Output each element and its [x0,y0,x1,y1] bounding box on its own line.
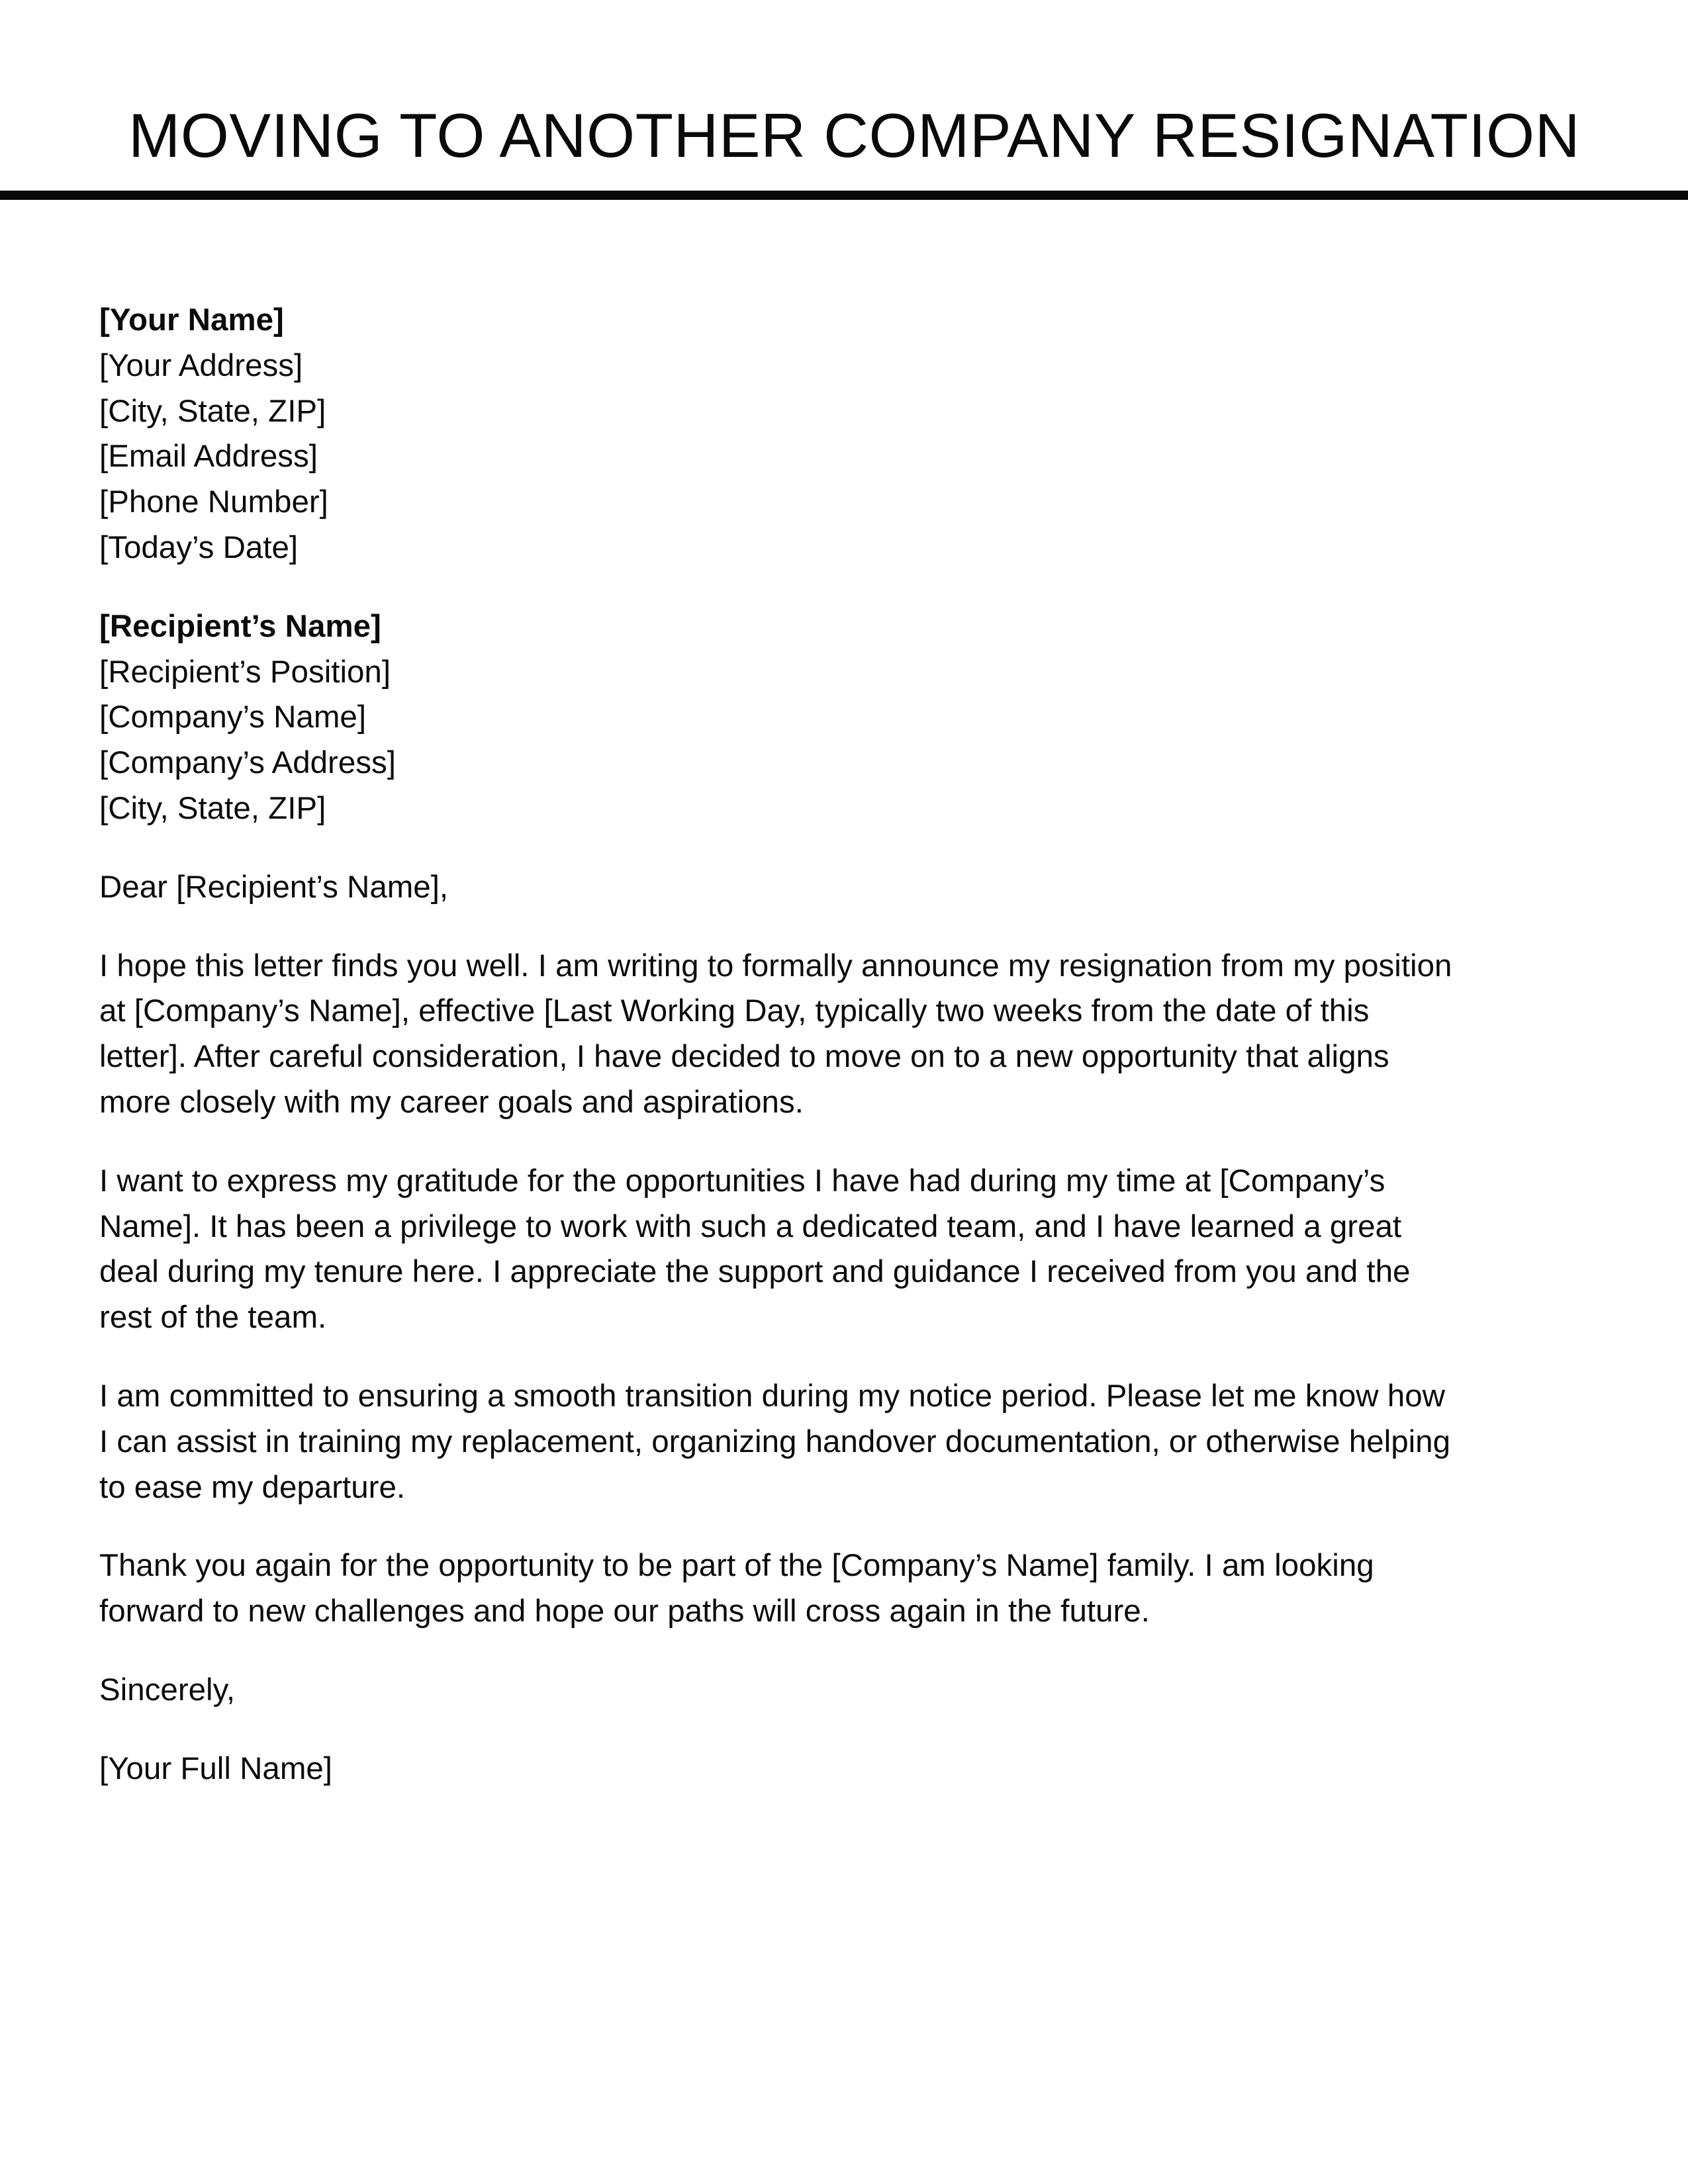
title-divider [0,191,1688,200]
paragraph-line: forward to new challenges and hope our paths will cross again in the future. [99,1594,1150,1629]
paragraph [99,1159,1589,1341]
recipient-city-state-zip: [City, State, ZIP] [99,790,326,826]
paragraph-line: more closely with my career goals and aspirations. [99,1084,804,1120]
paragraph-line: letter]. After careful consideration, I have decided to move on to a new opportunity that aligns [99,1039,1389,1075]
recipient-company: [Company’s Name] [99,700,367,735]
paragraph-line: I am committed to ensuring a smooth transition during my notice period. Please let me know how [99,1378,1445,1414]
recipient-name: [Recipient’s Name] [99,608,381,644]
paragraph-line: Name]. It has been a privilege to work with such a dedicated team, and I have learned a great [99,1208,1402,1244]
letter-body [99,298,1589,1792]
paragraph-line: deal during my tenure here. I appreciate the support and guidance I received from you and the [99,1254,1411,1290]
paragraph-line: I hope this letter finds you well. I am writing to formally announce my resignation from my position [99,948,1452,983]
sender-email: [Email Address] [99,439,318,475]
salutation [99,865,1589,911]
salutation-text: Dear [Recipient’s Name], [99,869,449,905]
paragraph-line: Thank you again for the opportunity to be part of the [Company’s Name] family. I am looking [99,1548,1374,1584]
signature [99,1747,1589,1792]
recipient-company-address: [Company’s Address] [99,745,396,781]
closing [99,1668,1589,1713]
paragraph-line: to ease my departure. [99,1469,406,1505]
document-title: MOVING TO ANOTHER COMPANY RESIGNATION [128,101,1580,170]
paragraph-line: at [Company’s Name], effective [Last Working Day, typically two weeks from the date of this [99,993,1370,1029]
signature-name: [Your Full Name] [99,1751,333,1786]
sender-name: [Your Name] [99,302,284,338]
recipient-position: [Recipient’s Position] [99,654,391,690]
sender-phone: [Phone Number] [99,484,328,520]
paragraph-line: I can assist in training my replacement, organizing handover documentation, or otherwise helping [99,1424,1450,1459]
sender-address: [Your Address] [99,347,303,383]
sender-block [99,298,1589,571]
paragraph-line: rest of the team. [99,1300,327,1336]
paragraph [99,1543,1589,1635]
paragraph [99,1374,1589,1510]
paragraph-line: I want to express my gratitude for the opportunities I have had during my time at [Company’s [99,1163,1385,1199]
letter-date: [Today’s Date] [99,529,299,565]
closing-text: Sincerely, [99,1672,236,1707]
sender-city-state-zip: [City, State, ZIP] [99,393,326,429]
paragraph [99,944,1589,1126]
recipient-block [99,604,1589,832]
